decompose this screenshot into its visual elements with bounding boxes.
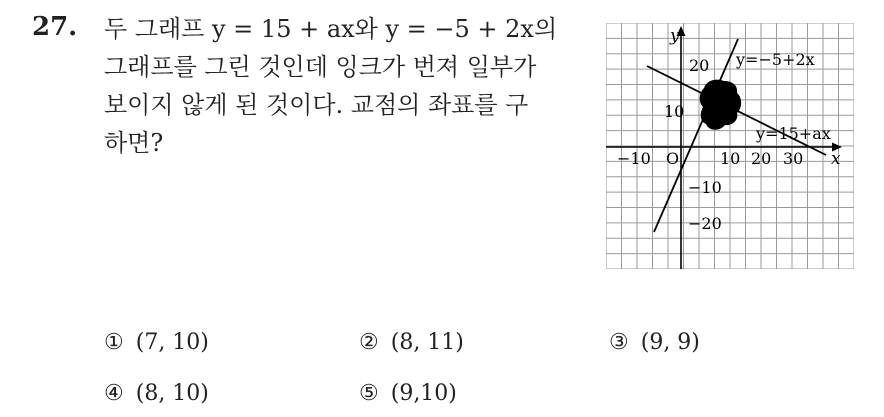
- question-text: [104, 10, 594, 162]
- choice-mark: ③: [609, 330, 629, 355]
- choice-2[interactable]: [359, 330, 464, 355]
- choice-mark: ④: [104, 381, 124, 406]
- choice-mark: ②: [359, 330, 379, 355]
- y-tick-label: −20: [688, 214, 722, 233]
- choice-value: (8, 10): [135, 381, 209, 406]
- x-tick-label: −10: [617, 149, 651, 168]
- x-axis-label: x: [831, 149, 841, 169]
- choice-4[interactable]: [104, 381, 209, 406]
- line-label-increasing: y=−5+2x: [736, 50, 815, 69]
- choice-3[interactable]: [609, 330, 700, 355]
- coordinate-graph: [606, 23, 854, 269]
- origin-label: O: [666, 149, 680, 168]
- question-text-line: 보이지 않게 된 것이다. 교점의 좌표를 구: [104, 91, 529, 119]
- choice-value: (9,10): [390, 381, 457, 406]
- x-tick-label: 10: [720, 149, 741, 168]
- question-text-line: 두 그래프 y = 15 + ax와 y = −5 + 2x의: [104, 15, 558, 43]
- y-axis-label: y: [670, 26, 680, 46]
- choice-mark: ⑤: [359, 381, 379, 406]
- grid: [606, 23, 854, 269]
- ink-blot: [700, 80, 741, 130]
- question-text-line: 하면?: [104, 129, 164, 157]
- question-number: 27.: [32, 12, 78, 42]
- y-tick-label: 10: [664, 102, 685, 121]
- choice-5[interactable]: [359, 381, 457, 406]
- x-tick-label: 20: [751, 149, 772, 168]
- question-text-line: 그래프를 그린 것인데 잉크가 번져 일부가: [104, 53, 537, 81]
- y-tick-label: −10: [688, 178, 722, 197]
- choice-1[interactable]: [104, 330, 209, 355]
- choice-value: (9, 9): [640, 330, 700, 355]
- choice-mark: ①: [104, 330, 124, 355]
- y-tick-label: 20: [689, 56, 710, 75]
- choice-value: (7, 10): [135, 330, 209, 355]
- choice-value: (8, 11): [390, 330, 464, 355]
- line-label-decreasing: y=15+ax: [756, 124, 831, 143]
- x-tick-label: 30: [783, 149, 804, 168]
